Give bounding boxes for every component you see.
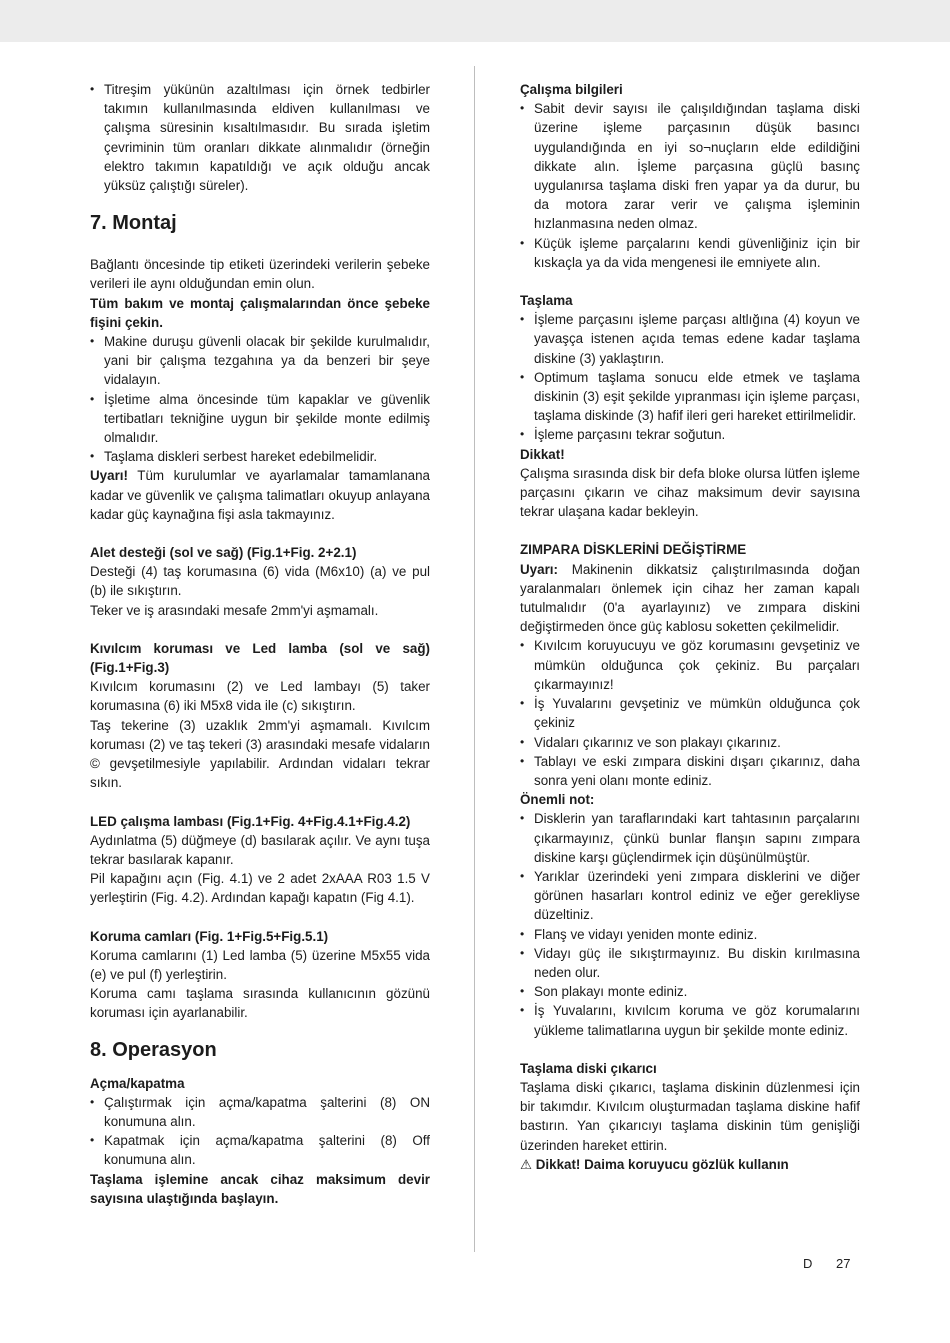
footer-language: D <box>803 1256 813 1271</box>
bold-note: Taşlama işlemine ancak cihaz maksimum devir sayısına ulaştığında başlayın. <box>90 1171 430 1206</box>
list-item: • Son plakayı monte ediniz. <box>520 982 860 1001</box>
paragraph: Pil kapağını açın (Fig. 4.1) ve 2 adet 2xAAA R03 1.5 V yerleştirin (Fig. 4.2). Ardından kapağı kapatın (Fig 4.1). <box>90 871 430 906</box>
subheading-work-info: Çalışma bilgileri <box>520 82 623 97</box>
list-item: • İşleme parçasını işleme parçası altlığına (4) koyun ve yavaşça istenen açıda temas edene kadar taşlama diskine (3) yaklaştırın. <box>520 310 860 368</box>
paragraph: Koruma camlarını (1) Led lamba (5) üzerine M5x55 vida (e) ve pul (f) yerleştirin. <box>90 947 430 982</box>
important-note-label: Önemli not: <box>520 792 595 808</box>
subheading-protection-glass: Koruma camları (Fig. 1+Fig.5+Fig.5.1) <box>90 928 329 944</box>
vibration-bullet-list <box>90 80 430 195</box>
subheading-spark-guard: Kıvılcım koruması ve Led lamba (sol ve sağ) (Fig.1+Fig.3) <box>90 640 430 676</box>
paragraph: Taşlama diski çıkarıcı, taşlama diskinin düzlenmesi için bir takımdır. Kıvılcım oluşturmadan taşlama diskine hafif bastırın. Yan çıkarıcıyı taşlama diskinin tüm genişliği üzerinden hareket ettirin. <box>520 1079 860 1153</box>
top-bar <box>0 0 950 42</box>
grinding-bullet-list <box>520 310 860 444</box>
section-title-montaj: 7. Montaj <box>90 212 177 235</box>
list-item: • İşletime alma öncesinde tüm kapaklar ve güvenlik tertibatları tekniğine uygun bir şekilde monte edilmiş olmalıdır. <box>90 390 430 448</box>
subheading-grinding: Taşlama <box>520 293 573 309</box>
work-info-bullet-list <box>520 99 860 272</box>
list-item: • Küçük işleme parçalarını kendi güvenliğiniz için bir kıskaçla ya da vida mengenesi ile emniyete alın. <box>520 234 860 272</box>
list-item: • Flanş ve vidayı yeniden monte ediniz. <box>520 925 860 944</box>
on-off-bullet-list <box>90 1093 430 1170</box>
caution-label: Dikkat! <box>520 446 565 462</box>
list-item: • Sabit devir sayısı ile çalışıldığından taşlama diski üzerine işleme parçasının düşük basıncı uygulandığında en iyi so¬nuçların elde edildiğini dikkate alın. İşleme parçasına güçlü basınç uygulanırsa taşlama diski fren yapar ya da durur, bu da motora zarar verir ve çalışma işleminin hızlanmasına neden olmaz. <box>520 99 860 233</box>
list-item: • İşleme parçasını tekrar soğutun. <box>520 425 860 444</box>
important-note-bullet-list <box>520 809 860 1039</box>
safety-warning-text: Dikkat! Daima koruyucu gözlük kullanın <box>532 1156 789 1172</box>
list-item: • İş Yuvalarını, kıvılcım koruma ve göz korumalarını yükleme talimatlarına uygun bir şekilde monte ediniz. <box>520 1001 860 1039</box>
left-column <box>90 80 430 1208</box>
list-item: • İş Yuvalarını gevşetiniz ve mümkün olduğunca çok çekiniz <box>520 694 860 732</box>
subheading-led-lamp: LED çalışma lambası (Fig.1+Fig. 4+Fig.4.1+Fig.4.2) <box>90 813 411 829</box>
warning-label: Uyarı: <box>520 561 558 577</box>
list-item: • Taşlama diskleri serbest hareket edebilmelidir. <box>90 447 430 466</box>
warning-triangle-icon: ⚠ <box>520 1156 533 1172</box>
list-item: • Kapatmak için açma/kapatma şalterini (8) Off konumuna alın. <box>90 1131 430 1169</box>
subheading-on-off: Açma/kapatma <box>90 1075 185 1091</box>
paragraph: Aydınlatma (5) düğmeye (d) basılarak açılır. Ve aynı tuşa tekrar basılarak kapanır. <box>90 832 430 867</box>
warning-text: Tüm kurulumlar ve ayarlamalar tamamlanana kadar ve güvenlik ve çalışma talimatları okuyup anlayana kadar güç kaynağına fişi asla takmayınız. <box>90 468 430 522</box>
paragraph: Teker ve iş arasındaki mesafe 2mm'yi aşmamalı. <box>90 602 379 618</box>
sanding-bullet-list <box>520 636 860 790</box>
subheading-tool-rest: Alet desteği (sol ve sağ) (Fig.1+Fig. 2+2.1) <box>90 545 357 561</box>
montaj-bullet-list <box>90 332 430 466</box>
list-item: • Yarıklar üzerindeki yeni zımpara disklerini ve diğer görünen hasarları kontrol ediniz ve eğer gerekliyse düzeltiniz. <box>520 867 860 925</box>
paragraph: Kıvılcım korumasını (2) ve Led lambayı (5) taker korumasına (6) iki M5x8 vida ile (c) sıkıştırın. <box>90 679 430 714</box>
list-item: • Vidaları çıkarınız ve son plakayı çıkarınız. <box>520 733 860 752</box>
list-item: • Tablayı ve eski zımpara diskini dışarı çıkarınız, daha sonra yeni olanı monte ediniz. <box>520 752 860 790</box>
list-item: • Çalıştırmak için açma/kapatma şalterini (8) ON konumuna alın. <box>90 1093 430 1131</box>
paragraph: Taş tekerine (3) uzaklık 2mm'yi aşmamalı. Kıvılcım koruması (2) ve taş tekeri (3) arasındaki mesafe vidaların © gevşetilmesiyle yapılabilir. Ardından vidaları tekrar sıkın. <box>90 717 430 791</box>
section-title-operasyon: 8. Operasyon <box>90 1038 217 1061</box>
subheading-disc-dresser: Taşlama diski çıkarıcı <box>520 1060 657 1076</box>
bold-warning: Tüm bakım ve montaj çalışmalarından önce şebeke fişini çekin. <box>90 295 430 330</box>
list-item: • Vidayı güç ile sıkıştırmayınız. Bu diskin kırılmasına neden olur. <box>520 944 860 982</box>
list-item: • Optimum taşlama sonucu elde etmek ve taşlama diskinin (3) eşit şekilde yıpranması için işleme parçası, taşlama diskinde (3) hafif ileri geri hareket ettirilmelidir. <box>520 368 860 426</box>
column-divider <box>474 66 475 1252</box>
paragraph: Çalışma sırasında disk bir defa bloke olursa lütfen işleme parçasını çıkarın ve cihaz maksimum devir sayısına tekrar ulaşana kadar bekleyin. <box>520 465 860 520</box>
list-item: • Disklerin yan taraflarındaki kart tahtasının parçalarını çıkarmayınız, çünkü bunlar flanşın sapını zımpara diskine karşı güçlendirmek için düşünülmüştür. <box>520 809 860 867</box>
warning-text: Makinenin dikkatsiz çalıştırılmasında doğan yaralanmaları önlemek için cihaz her zaman kapalı tutulmalıdır (0'a ayarlayınız) ve zımpara diskini değiştirmeden önce güç kablosu soketten çekilmelidir. <box>520 561 860 635</box>
page-number: 27 <box>836 1256 851 1271</box>
list-item: • Kıvılcım koruyucuyu ve göz korumasını gevşetiniz ve mümkün olduğunca çok çekiniz. Bu parçaları çıkarmayınız! <box>520 636 860 694</box>
paragraph: Koruma camı taşlama sırasında kullanıcının gözünü koruması için ayarlanabilir. <box>90 986 430 1021</box>
safety-warning <box>520 1155 860 1174</box>
warning-paragraph <box>90 466 430 524</box>
paragraph: Bağlantı öncesinde tip etiketi üzerindeki verilerin şebeke verileri ile aynı olduğundan emin olun. <box>90 257 430 292</box>
warning-paragraph <box>520 560 860 637</box>
list-item: • Makine duruşu güvenli olacak bir şekilde kurulmalıdır, yani bir çalışma tezgahına ya da benzeri bir şeye vidalayın. <box>90 332 430 390</box>
right-column <box>520 80 860 1174</box>
warning-label: Uyarı! <box>90 468 128 484</box>
paragraph: Desteği (4) taş korumasına (6) vida (M6x10) (a) ve pul (b) ile sıkıştırın. <box>90 564 430 599</box>
subheading-sanding-disc-change: ZIMPARA DİSKLERİNİ DEĞİŞTİRME <box>520 542 747 558</box>
list-item: • Titreşim yükünün azaltılması için örnek tedbirler takımın kullanılmasında eldiven kullanılması ve çalışma süresinin kısaltılmasıdır. Bu sırada işletim çevriminin tüm oranları dikkate alınmalıdır (örneğin elektro takımın kapatıldığı ve açık olduğu ancak yüksüz çalıştığı süreler). <box>90 80 430 195</box>
